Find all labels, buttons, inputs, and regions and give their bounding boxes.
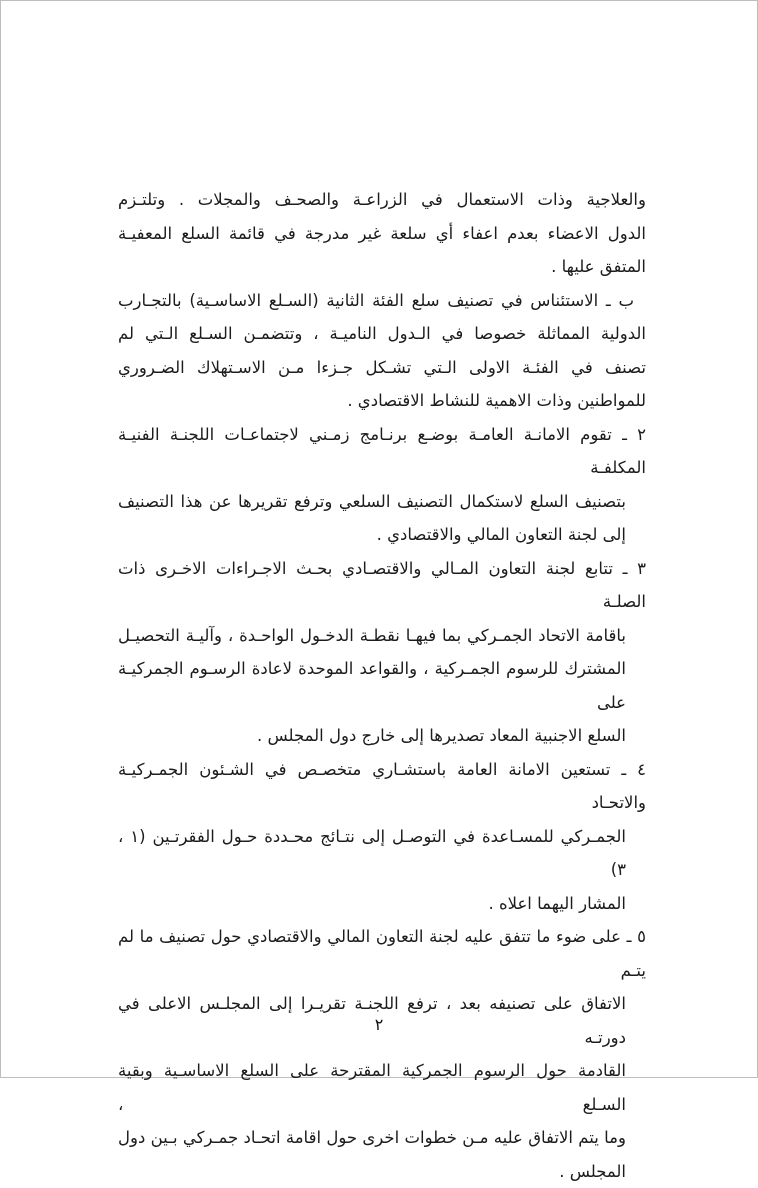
text-line: والعلاجية وذات الاستعمال في الزراعـة والصحـف والمجلات . وتلتـزم: [118, 183, 646, 217]
page-number: ٢: [0, 1015, 758, 1034]
text-line: إلى لجنة التعاون المالي والاقتصادي .: [118, 518, 646, 552]
text-line: المشترك للرسوم الجمـركية ، والقواعد الموحدة لاعادة الرسـوم الجمركيـة على: [118, 652, 646, 719]
text-line: باقامة الاتحاد الجمـركي بما فيهـا نقطـة الدخـول الواحـدة ، وآليـة التحصيـل: [118, 619, 646, 653]
paragraph-item-3: [118, 552, 646, 753]
text-line: تصنف في الفئـة الاولى الـتي تشـكل جـزءا مـن الاسـتهلاك الضـروري: [118, 351, 646, 385]
paragraph-intro-continuation: [118, 183, 646, 284]
text-line: السلع الاجنبية المعاد تصديرها إلى خارج دول المجلس .: [118, 719, 646, 753]
paragraph-item-5: [118, 920, 646, 1188]
paragraph-item-b: [118, 284, 646, 418]
text-line: ب ـ الاستئناس في تصنيف سلع الفئة الثانية (السـلع الاساسـية) بالتجـارب: [118, 284, 646, 318]
paragraph-item-2: [118, 418, 646, 552]
text-line: الدول الاعضاء بعدم اعفاء أي سلعة غير مدرجة في قائمة السلع المعفيـة: [118, 217, 646, 251]
text-line: المجلس .: [118, 1155, 646, 1188]
text-line: للمواطنين وذات الاهمية للنشاط الاقتصادي .: [118, 384, 646, 418]
text-line: ٢ ـ تقوم الامانـة العامـة بوضـع برنـامج زمـني لاجتماعـات اللجنـة الفنيـة المكلفـة: [118, 418, 646, 485]
paragraph-item-4: [118, 753, 646, 921]
text-line: القادمة حول الرسوم الجمركية المقترحة على السلع الاساسـية وبقية السـلع ،: [118, 1054, 646, 1121]
document-body: [118, 183, 646, 1188]
text-line: الجمـركي للمسـاعدة في التوصـل إلى نتـائج محـددة حـول الفقرتـين (١ ، ٣): [118, 820, 646, 887]
text-line: بتصنيف السلع لاستكمال التصنيف السلعي وترفع تقريرها عن هذا التصنيف: [118, 485, 646, 519]
text-line: الاتفاق على تصنيفه بعد ، ترفع اللجنـة تقريـرا إلى المجلـس الاعلى في دورتـه: [118, 987, 646, 1054]
text-line: ٥ ـ على ضوء ما تتفق عليه لجنة التعاون المالي والاقتصادي حول تصنيف ما لم يتـم: [118, 920, 646, 987]
text-line: وما يتم الاتفاق عليه مـن خطوات اخرى حول اقامة اتحـاد جمـركي بـين دول: [118, 1121, 646, 1155]
text-line: ٣ ـ تتابع لجنة التعاون المـالي والاقتصـادي بحـث الاجـراءات الاخـرى ذات الصلـة: [118, 552, 646, 619]
text-line: المشار اليهما اعلاه .: [118, 887, 646, 921]
text-line: ٤ ـ تستعين الامانة العامة باستشـاري متخصـص في الشـئون الجمـركيـة والاتحـاد: [118, 753, 646, 820]
text-line: المتفق عليها .: [118, 250, 646, 284]
text-line: الدولية المماثلة خصوصا في الـدول الناميـة ، وتتضمـن السـلع الـتي لم: [118, 317, 646, 351]
